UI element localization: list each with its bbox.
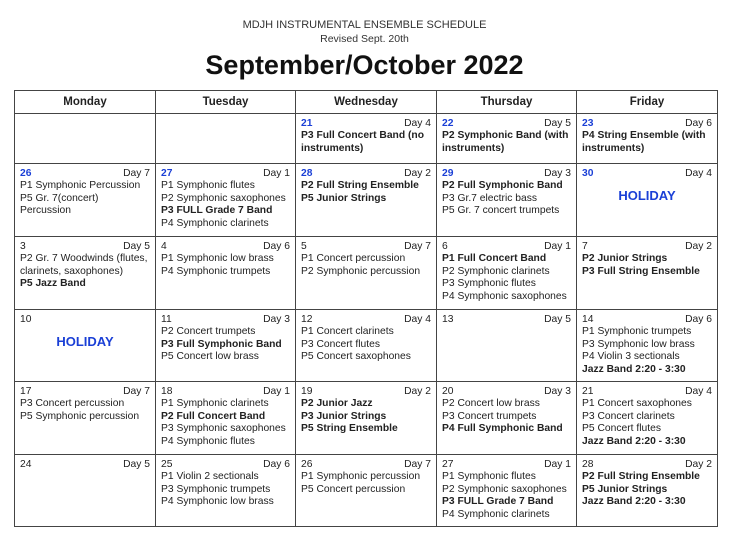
day-cell-header	[442, 241, 571, 253]
schedule-entry: P1 Violin 2 sectionals	[161, 471, 259, 483]
rotation-day: Day 2	[404, 168, 431, 179]
day-cell-content	[296, 237, 436, 278]
day-cell-content	[15, 310, 155, 349]
schedule-entry: P1 Symphonic flutes	[161, 180, 255, 192]
day-cell-content	[577, 310, 717, 376]
rotation-day: Day 3	[544, 168, 571, 179]
column-header: Wednesday	[296, 91, 437, 114]
day-cell-content	[437, 310, 576, 326]
rotation-day: Day 2	[685, 459, 712, 470]
schedule-entry: P5 Concert saxophones	[301, 351, 411, 363]
schedule-entry: P2 Full String Ensemble	[582, 471, 700, 483]
schedule-entry: P2 Symphonic clarinets	[442, 265, 550, 277]
schedule-heading: MDJH INSTRUMENTAL ENSEMBLE SCHEDULE	[242, 19, 487, 31]
schedule-entry: P2 Concert trumpets	[161, 326, 256, 338]
page-title: September/October 2022	[205, 50, 524, 80]
schedule-entry: P4 Symphonic clarinets	[161, 217, 269, 229]
day-cell-header	[582, 459, 712, 471]
schedule-entry: P5 Concert low brass	[161, 351, 259, 363]
schedule-entry: P2 Full Concert Band	[161, 410, 266, 422]
rotation-day: Day 7	[404, 241, 431, 252]
day-cell-header	[301, 241, 431, 253]
day-cell-content	[437, 237, 576, 303]
day-cell-header	[161, 459, 290, 471]
rotation-day: Day 3	[263, 314, 290, 325]
schedule-entry: P1 Full Concert Band	[442, 253, 547, 265]
rotation-day: Day 7	[404, 459, 431, 470]
schedule-entry: P2 Symphonic saxophones	[442, 483, 567, 495]
day-cell-header	[442, 459, 571, 471]
day-cell-header	[161, 386, 290, 398]
calendar-table	[14, 90, 718, 527]
schedule-entry: P3 Full Symphonic Band	[161, 338, 282, 350]
day-cell	[15, 114, 156, 164]
day-cell	[15, 310, 156, 382]
revision-note: Revised Sept. 20th	[320, 33, 409, 45]
day-cell	[15, 455, 156, 527]
day-cell	[15, 382, 156, 455]
day-cell	[296, 310, 437, 382]
schedule-entry: P3 Junior Strings	[301, 410, 387, 422]
rotation-day: Day 3	[544, 386, 571, 397]
day-cell-header	[301, 168, 431, 180]
day-cell	[577, 382, 718, 455]
schedule-entry: P4 Symphonic low brass	[161, 496, 274, 508]
day-cell	[577, 310, 718, 382]
day-cell-content	[577, 164, 717, 203]
day-cell	[156, 164, 296, 237]
day-cell	[577, 114, 718, 164]
schedule-entry: P2 Symphonic saxophones	[161, 192, 286, 204]
day-cell	[437, 237, 577, 310]
schedule-entry: P3 FULL Grade 7 Band	[442, 496, 554, 508]
day-cell-content	[15, 114, 155, 118]
schedule-entry: P3 FULL Grade 7 Band	[161, 205, 273, 217]
date-number: 21	[301, 118, 313, 129]
date-number: 4	[161, 241, 167, 252]
week-row	[15, 310, 718, 382]
rotation-day: Day 4	[404, 314, 431, 325]
schedule-entry: P2 Junior Strings	[582, 253, 668, 265]
date-number: 21	[582, 386, 594, 397]
day-cell-header	[442, 386, 571, 398]
day-cell-header	[161, 314, 290, 326]
day-cell	[296, 237, 437, 310]
schedule-entry: P4 Symphonic trumpets	[161, 265, 271, 277]
date-number: 13	[442, 314, 454, 325]
schedule-entry: P2 Gr. 7 Woodwinds (flutes, clarinets, saxophones)	[20, 253, 148, 277]
day-cell-header	[20, 459, 150, 471]
schedule-entry: P4 Symphonic saxophones	[442, 290, 567, 302]
rotation-day: Day 1	[544, 459, 571, 470]
day-cell-content	[296, 310, 436, 364]
day-cell-content	[437, 164, 576, 218]
day-cell-header	[582, 118, 712, 130]
day-cell	[437, 114, 577, 164]
schedule-entry: P1 Symphonic flutes	[442, 471, 536, 483]
rotation-day: Day 1	[263, 386, 290, 397]
rotation-day: Day 2	[404, 386, 431, 397]
week-row	[15, 164, 718, 237]
rotation-day: Day 5	[544, 314, 571, 325]
schedule-entry: P5 Concert percussion	[301, 483, 406, 495]
day-cell-header	[301, 459, 431, 471]
day-cell	[577, 237, 718, 310]
weekday-header-row	[15, 91, 718, 114]
schedule-entry: P3 Symphonic flutes	[442, 278, 536, 290]
day-cell	[156, 114, 296, 164]
day-cell-content	[577, 455, 717, 509]
rotation-day: Day 5	[123, 459, 150, 470]
schedule-entry: P4 Symphonic clarinets	[442, 508, 550, 520]
schedule-entry: P3 Concert percussion	[20, 398, 125, 410]
date-number: 19	[301, 386, 313, 397]
day-cell-content	[296, 114, 436, 155]
rotation-day: Day 7	[123, 386, 150, 397]
date-number: 24	[20, 459, 32, 470]
date-number: 10	[20, 314, 32, 325]
schedule-entry: Jazz Band 2:20 - 3:30	[582, 496, 686, 508]
schedule-entry: P5 Gr. 7(concert) Percussion	[20, 192, 99, 217]
week-row	[15, 382, 718, 455]
day-cell-content	[296, 164, 436, 205]
date-number: 28	[301, 168, 313, 179]
day-cell-content	[296, 455, 436, 496]
day-cell-content	[296, 382, 436, 436]
holiday-label: HOLIDAY	[618, 188, 676, 204]
day-cell	[156, 310, 296, 382]
day-cell-content	[156, 237, 295, 278]
schedule-entry: Jazz Band 2:20 - 3:30	[582, 435, 686, 447]
day-cell-content	[156, 114, 295, 118]
schedule-entry: P2 Concert low brass	[442, 398, 540, 410]
day-cell	[156, 455, 296, 527]
schedule-entry: P3 Gr.7 electric bass	[442, 192, 537, 204]
day-cell-content	[156, 310, 295, 364]
rotation-day: Day 6	[263, 459, 290, 470]
date-number: 25	[161, 459, 173, 470]
schedule-entry: P2 Full Symphonic Band	[442, 180, 563, 192]
day-cell	[437, 455, 577, 527]
date-number: 27	[442, 459, 454, 470]
day-cell	[15, 237, 156, 310]
rotation-day: Day 6	[685, 118, 712, 129]
day-cell	[296, 114, 437, 164]
day-cell	[437, 164, 577, 237]
schedule-entry: P1 Symphonic percussion	[301, 471, 421, 483]
schedule-entry: P1 Concert saxophones	[582, 398, 692, 410]
schedule-entry: P3 Concert flutes	[301, 338, 380, 350]
schedule-entry: P3 Full String Ensemble	[582, 265, 700, 277]
schedule-entry: P1 Concert clarinets	[301, 326, 394, 338]
column-header: Tuesday	[156, 91, 296, 114]
date-number: 11	[161, 314, 172, 325]
holiday-label: HOLIDAY	[56, 334, 114, 350]
schedule-entry: P3 Concert clarinets	[582, 410, 675, 422]
day-cell-content	[577, 114, 717, 155]
day-cell-header	[442, 118, 571, 130]
day-cell	[437, 382, 577, 455]
schedule-entry: P1 Concert percussion	[301, 253, 406, 265]
rotation-day: Day 6	[263, 241, 290, 252]
date-number: 18	[161, 386, 173, 397]
day-cell-content	[156, 164, 295, 230]
date-number: 5	[301, 241, 307, 252]
date-number: 27	[161, 168, 173, 179]
schedule-entry: P2 Junior Jazz	[301, 398, 373, 410]
day-cell-content	[15, 164, 155, 218]
schedule-entry: P5 String Ensemble	[301, 423, 398, 435]
schedule-entry: P1 Symphonic Percussion	[20, 180, 141, 192]
day-cell-header	[582, 168, 712, 180]
day-cell	[437, 310, 577, 382]
column-header: Friday	[577, 91, 718, 114]
schedule-entry: P5 Junior Strings	[301, 192, 387, 204]
rotation-day: Day 4	[404, 118, 431, 129]
rotation-day: Day 5	[123, 241, 150, 252]
schedule-entry: P3 Symphonic low brass	[582, 338, 695, 350]
day-cell	[296, 455, 437, 527]
week-row	[15, 455, 718, 527]
schedule-entry: P2 Symphonic Band (with instruments)	[442, 130, 569, 154]
date-number: 26	[301, 459, 313, 470]
day-cell-header	[442, 314, 571, 326]
week-row	[15, 237, 718, 310]
day-cell	[296, 382, 437, 455]
schedule-entry: P3 Symphonic saxophones	[161, 423, 286, 435]
day-cell-header	[301, 118, 431, 130]
date-number: 12	[301, 314, 313, 325]
date-number: 17	[20, 386, 32, 397]
date-number: 30	[582, 168, 594, 179]
day-cell-header	[20, 168, 150, 180]
column-header: Monday	[15, 91, 156, 114]
schedule-entry: P5 Jazz Band	[20, 278, 86, 290]
schedule-entry: P1 Symphonic low brass	[161, 253, 274, 265]
day-cell	[577, 455, 718, 527]
day-cell	[156, 237, 296, 310]
day-cell-header	[161, 241, 290, 253]
day-cell-content	[577, 237, 717, 278]
schedule-entry: P4 Symphonic flutes	[161, 435, 255, 447]
schedule-entry: P5 Junior Strings	[582, 483, 668, 495]
schedule-entry: P3 Concert trumpets	[442, 410, 537, 422]
date-number: 22	[442, 118, 454, 129]
day-cell-header	[442, 168, 571, 180]
date-number: 29	[442, 168, 454, 179]
day-cell-content	[156, 455, 295, 509]
day-cell-content	[437, 382, 576, 436]
schedule-entry: P1 Symphonic trumpets	[582, 326, 692, 338]
day-cell-content	[15, 237, 155, 291]
column-header: Thursday	[437, 91, 577, 114]
date-number: 6	[442, 241, 448, 252]
schedule-entry: P4 String Ensemble (with instruments)	[582, 130, 706, 154]
rotation-day: Day 2	[685, 241, 712, 252]
week-row	[15, 114, 718, 164]
rotation-day: Day 1	[263, 168, 290, 179]
schedule-entry: P5 Gr. 7 concert trumpets	[442, 205, 560, 217]
rotation-day: Day 1	[544, 241, 571, 252]
schedule-entry: P3 Symphonic trumpets	[161, 483, 271, 495]
day-cell-content	[156, 382, 295, 448]
date-number: 7	[582, 241, 588, 252]
date-number: 3	[20, 241, 26, 252]
rotation-day: Day 6	[685, 314, 712, 325]
date-number: 23	[582, 118, 594, 129]
schedule-entry: P4 Full Symphonic Band	[442, 423, 563, 435]
day-cell	[296, 164, 437, 237]
day-cell-header	[20, 241, 150, 253]
schedule-entry: P5 Symphonic percussion	[20, 410, 140, 422]
day-cell	[577, 164, 718, 237]
day-cell-header	[582, 241, 712, 253]
schedule-entry: P4 Violin 3 sectionals	[582, 351, 680, 363]
date-number: 20	[442, 386, 454, 397]
schedule-entry: Jazz Band 2:20 - 3:30	[582, 363, 686, 375]
day-cell-header	[20, 386, 150, 398]
day-cell-header	[301, 386, 431, 398]
rotation-day: Day 7	[123, 168, 150, 179]
schedule-entry: P3 Full Concert Band (no instruments)	[301, 130, 424, 154]
schedule-entry: P2 Full String Ensemble	[301, 180, 419, 192]
day-cell-header	[20, 314, 150, 326]
rotation-day: Day 4	[685, 386, 712, 397]
day-cell-header	[301, 314, 431, 326]
day-cell	[156, 382, 296, 455]
date-number: 28	[582, 459, 594, 470]
day-cell-content	[15, 455, 155, 471]
day-cell-content	[437, 114, 576, 155]
day-cell-content	[15, 382, 155, 423]
schedule-entry: P2 Symphonic percussion	[301, 265, 421, 277]
date-number: 14	[582, 314, 594, 325]
day-cell-content	[437, 455, 576, 521]
rotation-day: Day 4	[685, 168, 712, 179]
day-cell-header	[582, 314, 712, 326]
schedule-entry: P1 Symphonic clarinets	[161, 398, 269, 410]
day-cell-content	[577, 382, 717, 448]
schedule-entry: P5 Concert flutes	[582, 423, 661, 435]
date-number: 26	[20, 168, 32, 179]
day-cell	[15, 164, 156, 237]
day-cell-header	[161, 168, 290, 180]
day-cell-header	[582, 386, 712, 398]
rotation-day: Day 5	[544, 118, 571, 129]
